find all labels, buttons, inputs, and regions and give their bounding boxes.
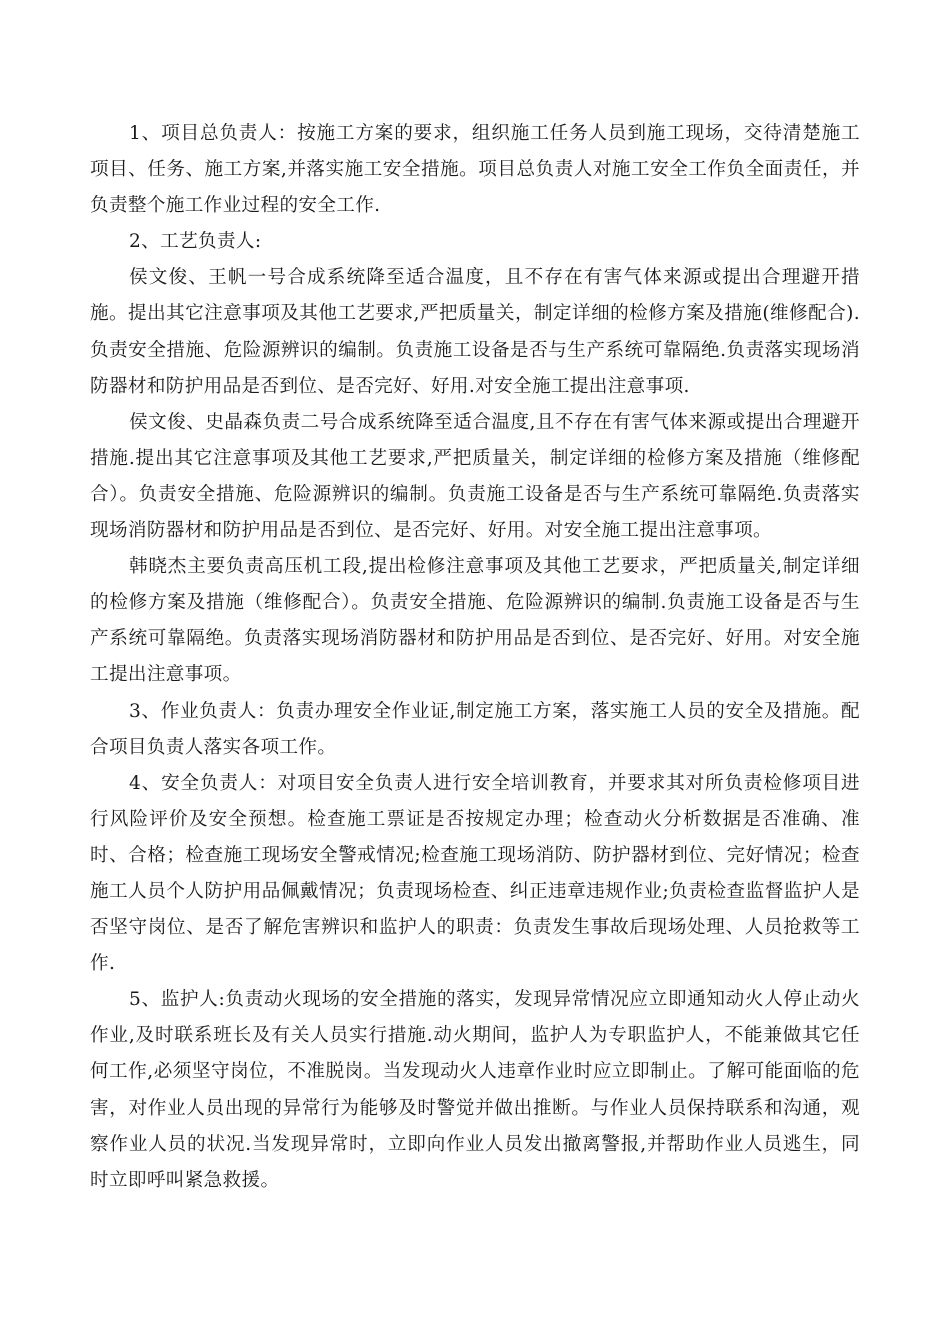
paragraph-process-lead-system-2: 侯文俊、史晶森负责二号合成系统降至适合温度,且不存在有害气体来源或提出合理避开措施.提出其它注意事项及其他工艺要求,严把质量关，制定详细的检修方案及措施（维修配合）。负责安全措施、危险源辨识的编制。负责施工设备是否与生产系统可靠隔绝.负责落实现场消防器材和防护用品是否到位、是否完好、好用。对安全施工提出注意事项。 <box>90 411 860 542</box>
paragraph-process-lead-heading: 2、工艺负责人: <box>129 231 262 253</box>
paragraph-project-lead: 1、项目总负责人：按施工方案的要求，组织施工任务人员到施工现场，交待清楚施工项目、任务、施工方案,并落实施工安全措施。项目总负责人对施工安全工作负全面责任，并负责整个施工作业过程的安全工作. <box>90 123 860 217</box>
paragraph-work-lead: 3、作业负责人：负责办理安全作业证,制定施工方案，落实施工人员的安全及措施。配合项目负责人落实各项工作。 <box>90 700 860 758</box>
paragraph-process-lead-system-1: 侯文俊、王帆一号合成系统降至适合温度，且不存在有害气体来源或提出合理避开措施。提出其它注意事项及其他工艺要求,严把质量关，制定详细的检修方案及措施(维修配合).负责安全措施、危险源辨识的编制。负责施工设备是否与生产系统可靠隔绝.负责落实现场消防器材和防护用品是否到位、是否完好、好用.对安全施工提出注意事项. <box>90 267 860 397</box>
paragraph-guardian: 5、监护人:负责动火现场的安全措施的落实，发现异常情况应立即通知动火人停止动火作业,及时联系班长及有关人员实行措施.动火期间，监护人为专职监护人，不能兼做其它任何工作,必须坚守岗位，不准脱岗。当发现动火人违章作业时应立即制止。了解可能面临的危害，对作业人员出现的异常行为能够及时警觉并做出推断。与作业人员保持联系和沟通，观察作业人员的状况.当发现异常时，立即向作业人员发出撤离警报,并帮助作业人员逃生，同时立即呼叫紧急救援。 <box>90 989 860 1191</box>
paragraph-process-lead-compressor: 韩晓杰主要负责高压机工段,提出检修注意事项及其他工艺要求，严把质量关,制定详细的检修方案及措施（维修配合）。负责安全措施、危险源辨识的编制.负责施工设备是否与生产系统可靠隔绝。负责落实现场消防器材和防护用品是否到位、是否完好、好用。对安全施工提出注意事项。 <box>90 556 860 686</box>
paragraph-safety-lead: 4、安全负责人：对项目安全负责人进行安全培训教育，并要求其对所负责检修项目进行风险评价及安全预想。检查施工票证是否按规定办理；检查动火分析数据是否准确、准时、合格；检查施工现场安全警戒情况;检查施工现场消防、防护器材到位、完好情况；检查施工人员个人防护用品佩戴情况；负责现场检查、纠正违章违规作业;负责检查监督监护人是否坚守岗位、是否了解危害辨识和监护人的职责：负责发生事故后现场处理、人员抢救等工作. <box>90 772 860 975</box>
document-body <box>90 116 860 1199</box>
